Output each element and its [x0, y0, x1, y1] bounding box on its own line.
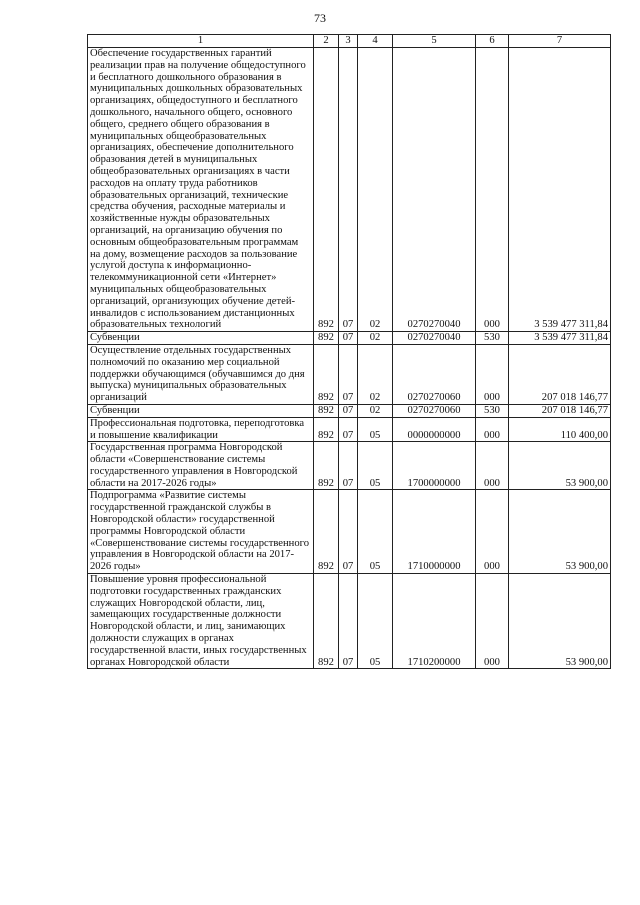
column-header: 5 [393, 35, 476, 48]
row-name: Государственная программа Новгородской области «Совершенствование системы государственного управления в Новгородской области на 2017-2026 годы» [88, 442, 314, 490]
cell-expense-type: 000 [476, 442, 509, 490]
row-name: Субвенции [88, 332, 314, 345]
cell-amount: 53 900,00 [509, 574, 611, 669]
cell-amount: 3 539 477 311,84 [509, 332, 611, 345]
cell-amount: 3 539 477 311,84 [509, 48, 611, 332]
table-row [88, 442, 611, 490]
cell-section: 07 [339, 574, 358, 669]
cell-amount: 53 900,00 [509, 442, 611, 490]
cell-amount: 207 018 146,77 [509, 404, 611, 417]
cell-subsection: 05 [358, 442, 393, 490]
cell-expense-type: 000 [476, 344, 509, 404]
cell-amount: 207 018 146,77 [509, 344, 611, 404]
cell-target-article: 0270270040 [393, 332, 476, 345]
cell-admin-code: 892 [314, 574, 339, 669]
cell-admin-code: 892 [314, 344, 339, 404]
budget-table [87, 34, 611, 669]
cell-expense-type: 000 [476, 574, 509, 669]
table-body [88, 48, 611, 669]
row-name: Осуществление отдельных государственных полномочий по оказанию мер социальной поддержки обучающимся (обучавшимся до дня выпуска) муниципальных образовательных организаций [88, 344, 314, 404]
cell-section: 07 [339, 344, 358, 404]
row-name: Субвенции [88, 404, 314, 417]
cell-amount: 110 400,00 [509, 417, 611, 442]
cell-target-article: 1710000000 [393, 490, 476, 574]
table-row [88, 417, 611, 442]
cell-subsection: 02 [358, 332, 393, 345]
cell-expense-type: 530 [476, 332, 509, 345]
cell-subsection: 05 [358, 490, 393, 574]
column-header: 2 [314, 35, 339, 48]
table-row [88, 404, 611, 417]
table-row [88, 574, 611, 669]
cell-expense-type: 000 [476, 48, 509, 332]
cell-admin-code: 892 [314, 490, 339, 574]
cell-target-article: 0000000000 [393, 417, 476, 442]
cell-target-article: 1710200000 [393, 574, 476, 669]
header-row [88, 35, 611, 48]
table-row [88, 490, 611, 574]
cell-section: 07 [339, 417, 358, 442]
table-row [88, 48, 611, 332]
row-name: Обеспечение государственных гарантий реализации прав на получение общедоступного и бесплатного дошкольного образования в муниципальных дошкольных образовательных организациях, общедоступного и бесплатного дошкольного, начального общего, основного общего, среднего общего образования в муниципальных общеобразовательных организациях, обеспечение дополнительного образования детей в муниципальных общеобразовательных организациях в части расходов на оплату труда работников образовательных организаций, технические средства обучения, расходные материалы и хозяйственные нужды образовательных организаций, на организацию обучения по основным общеобразовательным программам на дому, возмещение расходов за пользование услугой доступа к информационно-телекоммуникационной сети «Интернет» муниципальных общеобразовательных организаций, организующих обучение детей-инвалидов с использованием дистанционных образовательных технологий [88, 48, 314, 332]
cell-subsection: 02 [358, 344, 393, 404]
cell-amount: 53 900,00 [509, 490, 611, 574]
cell-subsection: 05 [358, 574, 393, 669]
column-header: 4 [358, 35, 393, 48]
cell-expense-type: 000 [476, 417, 509, 442]
row-name: Профессиональная подготовка, переподготовка и повышение квалификации [88, 417, 314, 442]
cell-section: 07 [339, 442, 358, 490]
cell-subsection: 02 [358, 48, 393, 332]
cell-subsection: 02 [358, 404, 393, 417]
cell-target-article: 0270270040 [393, 48, 476, 332]
column-header: 3 [339, 35, 358, 48]
cell-admin-code: 892 [314, 442, 339, 490]
cell-subsection: 05 [358, 417, 393, 442]
cell-admin-code: 892 [314, 332, 339, 345]
table-row [88, 344, 611, 404]
cell-admin-code: 892 [314, 404, 339, 417]
cell-admin-code: 892 [314, 417, 339, 442]
cell-section: 07 [339, 48, 358, 332]
cell-target-article: 0270270060 [393, 344, 476, 404]
column-header: 1 [88, 35, 314, 48]
row-name: Подпрограмма «Развитие системы государственной гражданской службы в Новгородской области» государственной программы Новгородской области «Совершенствование системы государственного управления в Новгородской области на 2017-2026 годы» [88, 490, 314, 574]
row-name: Повышение уровня профессиональной подготовки государственных гражданских служащих Новгородской области, лиц, замещающих государственные должности Новгородской области, и лиц, занимающих должности служащих в органах государственной власти, иных государственных органах Новгородской области [88, 574, 314, 669]
cell-section: 07 [339, 404, 358, 417]
column-header: 6 [476, 35, 509, 48]
cell-target-article: 1700000000 [393, 442, 476, 490]
cell-expense-type: 000 [476, 490, 509, 574]
cell-section: 07 [339, 332, 358, 345]
cell-expense-type: 530 [476, 404, 509, 417]
table-row [88, 332, 611, 345]
cell-admin-code: 892 [314, 48, 339, 332]
cell-target-article: 0270270060 [393, 404, 476, 417]
cell-section: 07 [339, 490, 358, 574]
page-number: 73 [314, 11, 326, 25]
column-header: 7 [509, 35, 611, 48]
